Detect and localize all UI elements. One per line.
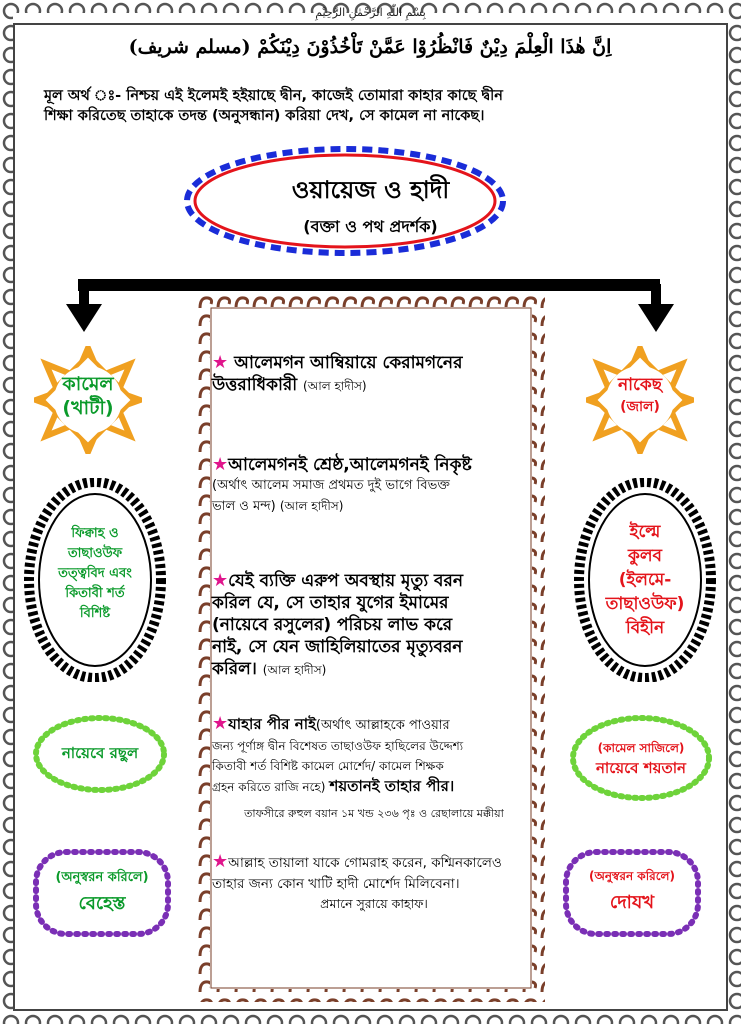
right-oval-line: কুলব xyxy=(627,546,663,566)
page-title: ওয়ায়েজ ও হাদী xyxy=(291,176,450,204)
item5-ref: প্রমানে সুরায়ে কাহাফ। xyxy=(320,896,428,911)
right-oval-line: ইল্মে xyxy=(629,522,661,542)
pink-star-icon: ★ xyxy=(212,851,229,872)
left-star-line-2: (খাটী) xyxy=(62,397,114,419)
left-star-line-1: কামেল xyxy=(62,373,114,395)
bismillah: بِسْمِ اللّٰهِ الرَّحْمٰنِ الرَّحِيْمِ xyxy=(315,6,426,19)
item5-line-2: তাহার জন্য কোন খাটি হাদী মোর্শেদ মিলিবেনা। xyxy=(212,876,460,892)
right-bottom-line-2: দোযখ xyxy=(609,892,655,913)
center-item-4 xyxy=(212,714,536,824)
item4-line-2: জন্য পূর্ণাঙ্গ দ্বীন বিশেষত তাছাওউফ হাছিলের উদ্দেশ্য xyxy=(212,739,464,753)
right-star-line-2: (জাল) xyxy=(620,399,660,415)
center-item-1 xyxy=(212,352,536,397)
item3-line-3: (নায়েবে রসুলের) পরিচয় লাভ করে xyxy=(212,615,453,635)
item1-line-1: আলেমগন আম্বিয়ায়ে কেরামগনের xyxy=(234,353,463,373)
arrow-down-right-icon xyxy=(636,284,676,334)
left-oval-line: কিতাবী শর্ত xyxy=(65,586,125,601)
item1-line-2: উত্তরাধিকারী xyxy=(212,375,298,395)
meaning-line-2: শিক্ষা করিতেছ তাহাকে তদন্ত (অনুসন্ধান) করিয়া দেখ, সে কামেল না নাকেছ। xyxy=(44,108,485,124)
arrow-down-left-icon xyxy=(64,284,104,334)
center-item-5 xyxy=(212,852,536,914)
pink-star-icon: ★ xyxy=(212,713,229,734)
left-oval-line: ফিক্বাহ ও xyxy=(71,526,119,541)
item4-ref: তাফসীরে রুহুল বয়ান ১ম খন্ড ২৩৬ পৃঃ ও রেছালায়ে মক্কীয়া xyxy=(244,807,504,820)
item2-line-2: (অর্থাৎ আলেম সমাজ প্রথমত দুই ভাগে বিভক্ত xyxy=(212,478,450,493)
right-bottom-text xyxy=(560,868,704,919)
item2-ref: (আল হাদীস) xyxy=(279,499,344,513)
right-circle-line-1: (কামেল সাজিলে) xyxy=(597,741,685,755)
item1-ref: (আল হাদীস) xyxy=(303,379,367,393)
right-circle-text xyxy=(568,738,714,778)
left-bottom-text xyxy=(30,868,174,920)
item4-line-1b: (অর্থাৎ আল্লাহকে পাওয়ার xyxy=(315,718,450,733)
left-bottom-line-2: বেহেস্ত xyxy=(78,893,126,914)
pink-star-icon: ★ xyxy=(212,454,229,475)
right-star-line-1: নাকেছ xyxy=(617,375,663,395)
left-oval-line: তত্ত্ববিদ এবং xyxy=(58,566,132,581)
item3-ref: (আল হাদীস) xyxy=(262,663,327,677)
center-item-3 xyxy=(212,570,536,681)
item4-line-1a: যাহার পীর নাই xyxy=(228,715,316,733)
item3-line-4: নাই, সে যেন জাহিলিয়াতের মৃত্যুবরন xyxy=(212,637,463,657)
hadith-arabic: اِنَّ هٰذَا الْعِلْمَ دِيْنٌ فَانْظُرُوْا عَمَّنْ تَاْخُذُوْنَ دِيْنَكُمْ (مسلم شريف) xyxy=(128,36,612,58)
left-bottom-line-1: (অনুস্বরন করিলে) xyxy=(55,870,149,885)
page-subtitle: (বক্তা ও পথ প্রদর্শক) xyxy=(303,217,438,236)
item3-line-1: যেই ব্যক্তি এরুপ অবস্থায় মৃত্যু বরন xyxy=(228,571,464,591)
item4-line-4a: গ্রহন করিতে রাজি নহে) xyxy=(212,780,326,794)
branch-bar xyxy=(78,279,660,291)
item4-line-3: কিতাবী শর্ত বিশিষ্ট কামেল মোর্শেদ/ কামেল শিক্ষক xyxy=(212,759,444,773)
right-oval-text xyxy=(590,520,700,640)
right-oval-line: বিহীন xyxy=(625,618,665,638)
hadith-meaning xyxy=(44,86,704,126)
left-star-text xyxy=(40,372,136,420)
pink-star-icon: ★ xyxy=(212,352,229,373)
right-oval-line: (ইলমে- xyxy=(618,570,672,590)
left-oval-line: তাছাওউফ xyxy=(67,546,123,561)
meaning-line-1: মূল অর্থ ঃ- নিশ্চয় এই ইলেমই হইয়াছে দ্বীন, কাজেই তোমারা কাহার কাছে দ্বীন xyxy=(44,88,503,104)
left-oval-text xyxy=(40,524,150,624)
item3-line-2: করিল যে, সে তাহার যুগের ইমামের xyxy=(212,593,449,613)
item3-line-5: করিল। xyxy=(212,659,257,679)
item5-line-1: আল্লাহ তায়ালা যাকে গোমরাহ করেন, কশ্মিনকালেও xyxy=(228,855,502,871)
item2-line-3: ভাল ও মন্দ) xyxy=(212,499,276,514)
right-oval-line: তাছাওউফ) xyxy=(605,594,685,614)
left-oval-line: বিশিষ্ট xyxy=(79,606,111,621)
right-star-text xyxy=(592,374,688,418)
item2-line-1: আলেমগনই শ্রেষ্ঠ,আলেমগনই নিকৃষ্ট xyxy=(228,455,472,475)
center-item-2 xyxy=(212,454,536,517)
right-bottom-line-1: (অনুস্বরন করিলে) xyxy=(589,869,675,883)
right-circle-line-2: নায়েবে শয়তান xyxy=(595,759,687,777)
left-circle-text: নায়েবে রছুল xyxy=(61,744,139,762)
pink-star-icon: ★ xyxy=(212,570,229,591)
item4-line-4b: শয়তানই তাহার পীর। xyxy=(329,777,455,795)
